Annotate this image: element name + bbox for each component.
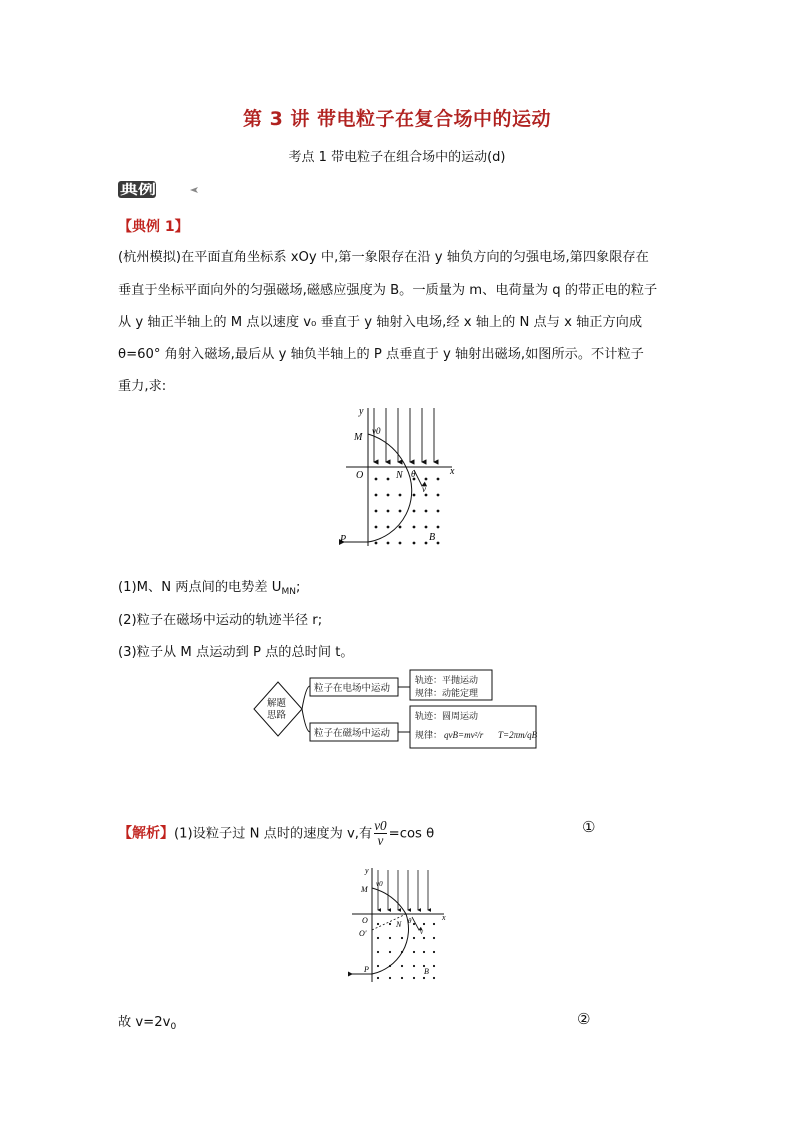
example-line-4: θ=60° 角射入磁场,最后从 y 轴负半轴上的 P 点垂直于 y 轴射出磁场,如图所示。不计粒子	[118, 347, 644, 362]
fig2-label-O: O	[362, 916, 368, 925]
flow-center-line2: 思路	[267, 711, 287, 721]
question-1: (1)M、N 两点间的电势差 $U_{MN}$;	[118, 580, 301, 597]
equation-number-2: ②	[577, 1010, 591, 1028]
flow-formula-2: T=2πm/qB	[498, 730, 538, 740]
badge-text: 典例精研	[120, 183, 173, 198]
question-2: (2)粒子在磁场中运动的轨迹半径 r;	[118, 613, 323, 628]
flow-top-detail2: 规律：动能定理	[415, 688, 479, 698]
example-line-3: 从 y 轴正半轴上的 M 点以速度 v₀ 垂直于 y 轴射入电场,经 x 轴上的 N 点与 x 轴正方向成	[118, 315, 643, 330]
fig2-label-B: B	[424, 967, 429, 976]
fig1-label-M: M	[354, 432, 363, 443]
flow-bottom-detail1: 轨迹：圆周运动	[415, 711, 479, 721]
fig2-label-v0: v0	[376, 880, 383, 888]
fig1-label-v0: v0	[372, 426, 381, 436]
figure-1	[336, 404, 460, 550]
fig1-label-O: O	[356, 470, 364, 481]
flow-top-label: 粒子在电场中运动	[314, 684, 391, 694]
fig2-label-x: x	[442, 913, 446, 922]
question-3: (3)粒子从 M 点运动到 P 点的总时间 t。	[118, 645, 354, 660]
fig2-label-theta: θ	[408, 917, 412, 925]
fig1-label-v: v	[422, 484, 426, 494]
flow-center-line1: 解题	[267, 699, 287, 709]
solution-flow-diagram	[250, 666, 542, 752]
example-line-1: (杭州模拟)在平面直角坐标系 xOy 中,第一象限存在沿 y 轴负方向的匀强电场,第四象限存在	[118, 250, 649, 265]
example-tag: 【典例 1】	[118, 219, 189, 235]
fig2-label-y: y	[365, 866, 369, 875]
figure-2	[328, 866, 452, 984]
fig1-label-N: N	[396, 470, 403, 481]
fig1-label-B: B	[429, 532, 436, 543]
solution-line-2: 故 $v=2v_0$	[118, 1015, 177, 1032]
fig1-label-theta: θ	[411, 469, 416, 479]
fig2-label-Oprime: O′	[359, 929, 367, 938]
example-line-2: 垂直于坐标平面向外的匀强磁场,磁感应强度为 B。一质量为 m、电荷量为 q 的带正电的粒子	[118, 283, 658, 298]
section-subtitle: 考点 1 带电粒子在组合场中的运动(d)	[288, 150, 506, 165]
page-title: 第 3 讲 带电粒子在复合场中的运动	[242, 108, 552, 130]
fig1-label-P: P	[340, 534, 347, 545]
example-badge	[118, 178, 204, 200]
fig1-label-x: x	[450, 466, 455, 477]
fig2-label-P: P	[364, 965, 369, 974]
solution-line-1: 【解析】(1)设粒子过 N 点时的速度为 v,有 $\frac{v0}{v}$ =cos θ	[118, 818, 435, 848]
fig2-label-M: M	[361, 885, 368, 894]
equation-number-1: ①	[582, 818, 596, 836]
example-line-5: 重力,求:	[118, 379, 167, 394]
fig1-label-y: y	[359, 406, 364, 417]
fig2-label-v: v	[420, 928, 424, 936]
flow-top-detail1: 轨迹：平抛运动	[415, 675, 479, 685]
flow-bottom-detail2-prefix: 规律：	[415, 730, 443, 740]
flow-bottom-label: 粒子在磁场中运动	[314, 729, 391, 739]
fig2-label-N: N	[396, 920, 402, 929]
flow-formula-1: qvB=mv²/r	[444, 730, 484, 740]
